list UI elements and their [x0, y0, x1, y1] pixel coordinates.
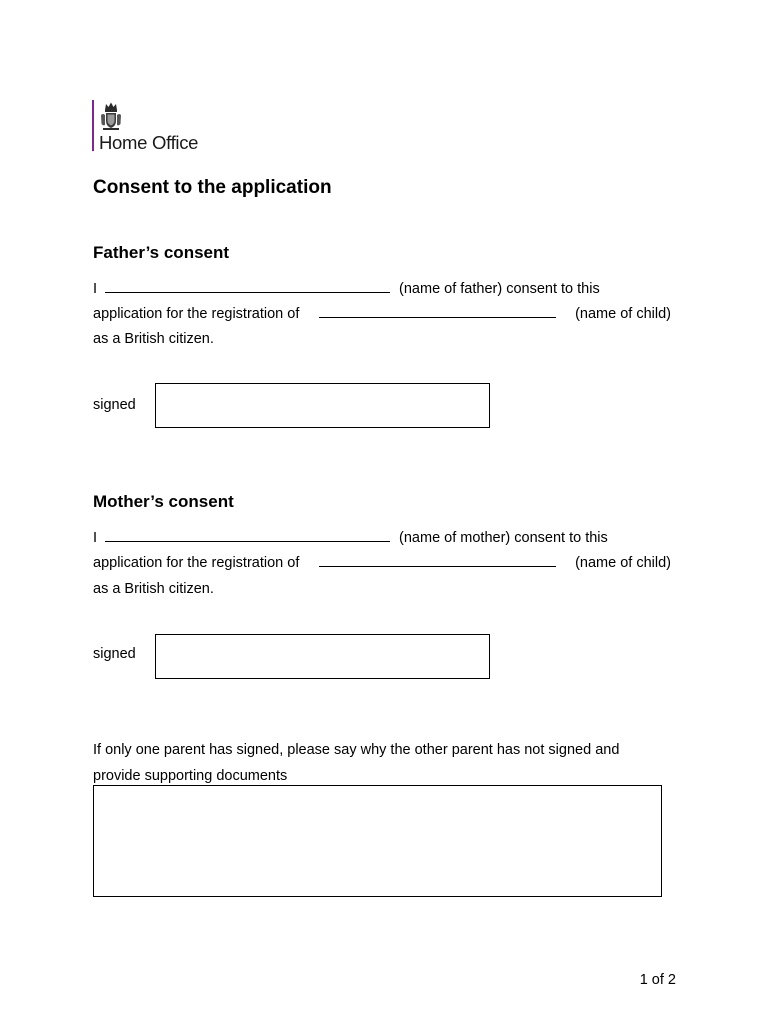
father-child-name-field[interactable] — [319, 305, 556, 318]
mother-name-line — [93, 529, 608, 547]
page-title: Consent to the application — [93, 177, 332, 198]
father-name-line — [93, 280, 600, 298]
father-registration-line — [93, 305, 671, 323]
mother-consent-heading: Mother’s consent — [93, 492, 234, 511]
reason-instructions-line-1: If only one parent has signed, please say why the other parent has not signed and — [93, 742, 620, 758]
father-signed-label: signed — [93, 397, 136, 413]
mother-registration-line — [93, 554, 671, 572]
mother-name-hint: (name of mother) consent to this — [399, 530, 608, 546]
logo-accent-bar — [92, 100, 94, 151]
mother-citizen-line: as a British citizen. — [93, 581, 214, 597]
home-office-logo — [92, 100, 217, 152]
father-i-label: I — [93, 281, 98, 297]
royal-crest-icon — [100, 101, 122, 133]
mother-child-hint: (name of child) — [575, 555, 671, 571]
mother-registration-label: application for the registration of — [93, 555, 300, 571]
mother-i-label: I — [93, 530, 98, 546]
father-name-field[interactable] — [105, 280, 390, 293]
mother-signature-box[interactable] — [155, 634, 490, 679]
mother-child-name-field[interactable] — [319, 554, 556, 567]
father-child-hint: (name of child) — [575, 306, 671, 322]
father-citizen-line: as a British citizen. — [93, 331, 214, 347]
reason-text-box[interactable] — [93, 785, 662, 897]
mother-name-field[interactable] — [105, 529, 390, 542]
logo-text: Home Office — [99, 132, 199, 153]
page-number: 1 of 2 — [639, 972, 676, 988]
father-consent-heading: Father’s consent — [93, 243, 230, 262]
father-registration-label: application for the registration of — [93, 306, 300, 322]
reason-instructions-line-2: provide supporting documents — [93, 768, 288, 784]
father-name-hint: (name of father) consent to this — [399, 281, 600, 297]
mother-signed-label: signed — [93, 646, 136, 662]
father-signature-box[interactable] — [155, 383, 490, 428]
